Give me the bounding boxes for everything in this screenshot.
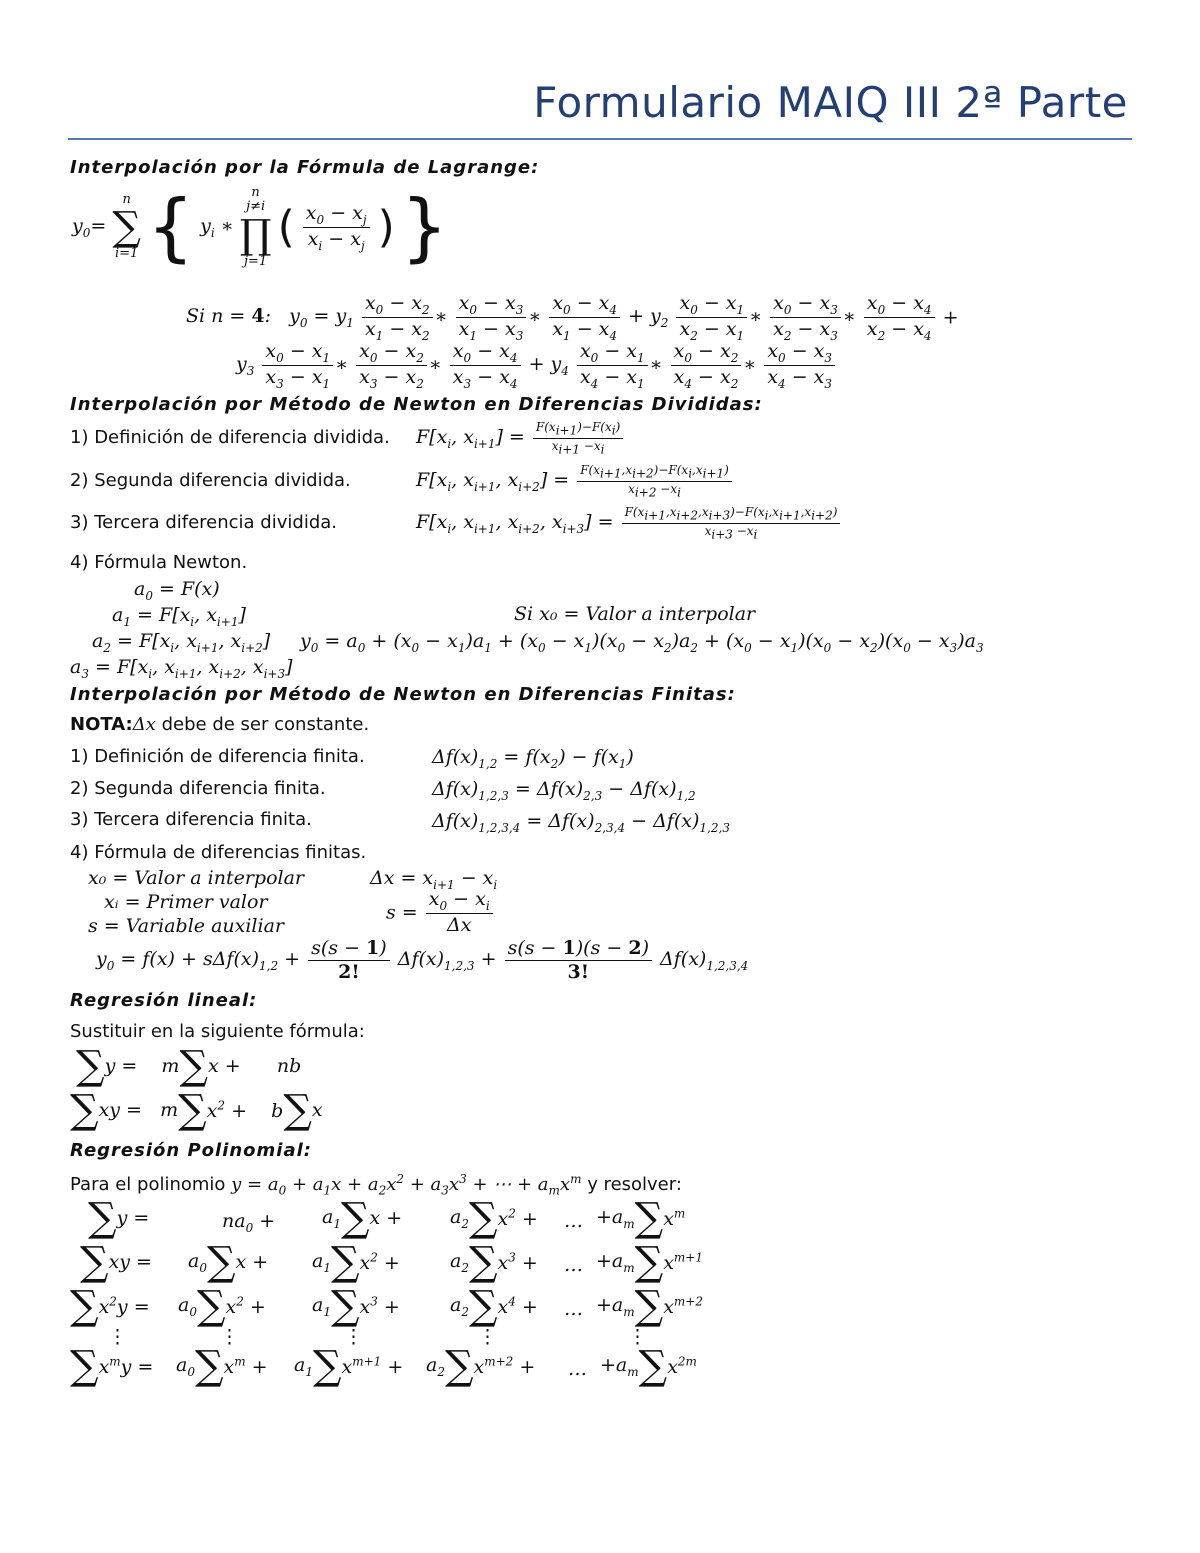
reg-pol-eq3-cm: $+a_m\sum x^{m+2}$ [596, 1283, 703, 1329]
reg-pol-eq3-c2: $a_2\sum x^4$ + [450, 1283, 538, 1329]
page-title: Formulario MAIQ III 2ª Parte [533, 78, 1128, 127]
reg-pol-eq2-dots: … [564, 1254, 583, 1276]
vdots-3: ⋮ [344, 1326, 363, 1348]
reg-pol-eq4-c0: $a_0\sum x^m$ + [176, 1343, 268, 1389]
reg-pol-eq3-dots: … [564, 1298, 583, 1320]
newton-a2: $a_2 = F[x_i$, $x_{i+1}$, $x_{i+2}$] [92, 630, 271, 655]
section-newton-divided: Interpolación por Método de Newton en Diferencias Divididas: [70, 394, 763, 415]
vdots-1: ⋮ [108, 1326, 127, 1348]
vdots-2: ⋮ [220, 1326, 239, 1348]
title-rule [68, 138, 1132, 140]
reg-lin-intro: Sustituir en la siguiente fórmula: [70, 1021, 365, 1042]
fin-y0-formula: $y_0 = f(x) + s\Delta f(x)_{1,2}$ + $\frac{s(s - 1)}{2!}$ $\Delta f(x)_{1,2,3}$ + $\frac{s(s - 1)(s - 2)}{3!}$ $\Delta f(x)_{1,2,3,4}$ [96, 937, 749, 983]
reg-pol-eq3-c0: $a_0\sum x^2$ + [178, 1283, 266, 1329]
reg-pol-eq1-cm: $+a_m\sum x^m$ [596, 1195, 686, 1241]
div-item-1: 1) Definición de diferencia dividida. [70, 427, 390, 448]
newton-a0: $a_0 = F(x)$ [134, 578, 220, 603]
lagrange-n4-line2: $y_3$ $\frac{x_0 - x_1}{x_3 - x_1}$ ∗ $\frac{x_0 - x_2}{x_3 - x_2}$ ∗ $\frac{x_0 - x_4}{x_3 - x_4}$ + $y_4$ $\frac{x_0 - x_1}{x_4 - x_1}$ ∗ $\frac{x_0 - x_2}{x_4 - x_2}$ ∗ $\frac{x_0 - x_3}{x_4 - x_3}$ [236, 340, 837, 391]
reg-pol-eq4-dots: … [568, 1358, 587, 1380]
div-item-4: 4) Fórmula Newton. [70, 552, 248, 573]
reg-pol-eq2-c1: $a_1\sum x^2$ + [312, 1239, 400, 1285]
newton-y0-formula: $y_0 = a_0 + (x_0 - x_1)a_1 + (x_0 - x_1)(x_0 - x_2)a_2 + (x_0 - x_1)(x_0 - x_2)(x_0 - x_3)a_3$ [300, 630, 984, 655]
div-item-2: 2) Segunda diferencia dividida. [70, 470, 351, 491]
fin-item-3: 3) Tercera diferencia finita. [70, 809, 312, 830]
reg-pol-eq4-c2: $a_2\sum x^{m+2}$ + [426, 1343, 536, 1389]
div-formula-2: $F[x_i$, $x_{i+1}$, $x_{i+2}$] = $\frac{F(x_{i+1},x_{i+2})-F(x_i,x_{i+1})}{x_{i+2} -x_i}$ [416, 463, 734, 500]
vdots-5: ⋮ [628, 1326, 647, 1348]
reg-pol-eq2-c2: $a_2\sum x^3$ + [450, 1239, 538, 1285]
fin-x0-def: x₀ = Valor a interpolar [88, 867, 305, 889]
fin-item-1: 1) Definición de diferencia finita. [70, 746, 365, 767]
div-formula-1: $F[x_i$, $x_{i+1}$] = $\frac{F(x_{i+1})-F(x_i)}{x_{i+1} -x_i}$ [416, 420, 625, 457]
section-lagrange: Interpolación por la Fórmula de Lagrange: [70, 157, 540, 178]
fin-formula-2: $\Delta f(x)_{1,2,3} = \Delta f(x)_{2,3} - \Delta f(x)_{1,2}$ [432, 778, 696, 803]
reg-pol-eq3-c1: $a_1\sum x^3$ + [312, 1283, 400, 1329]
reg-pol-eq2-c0: $a_0\sum x$ + [188, 1239, 269, 1285]
fin-item-2: 2) Segunda diferencia finita. [70, 778, 326, 799]
reg-pol-eq4-lhs: $\sum x^my$ = [70, 1343, 154, 1389]
fin-dx-def: $\Delta x = x_{i+1} - x_i$ [370, 867, 498, 892]
reg-pol-intro-a: Para el polinomio [70, 1174, 226, 1195]
lagrange-formula: $y_0=$ n ∑ i=1 { $y_i$ ∗ n j≠i ∏ j=1 ( $\frac{x_0 - x_j}{x_i - x_j}$ ) } [72, 184, 448, 271]
fin-s-def: s = Variable auxiliar [88, 915, 284, 937]
reg-pol-eq4-cm: $+a_m\sum x^{2m}$ [600, 1343, 697, 1389]
reg-pol-eq1-c0: $na_0$ + [222, 1210, 276, 1235]
fin-s-formula: s = $\frac{x_0 - x_i}{\Delta x}$ [386, 888, 495, 937]
fin-formula-3: $\Delta f(x)_{1,2,3,4} = \Delta f(x)_{2,3,4} - \Delta f(x)_{1,2,3}$ [432, 810, 730, 835]
reg-pol-eq1-c2: $a_2\sum x^2$ + [450, 1195, 538, 1241]
finite-note: NOTA:Δx debe de ser constante. [70, 714, 370, 735]
fin-item-4: 4) Fórmula de diferencias finitas. [70, 842, 367, 863]
section-polynomial-regression: Regresión Polinomial: [70, 1140, 312, 1161]
note-label: NOTA: [70, 714, 133, 735]
section-newton-finite: Interpolación por Método de Newton en Diferencias Finitas: [70, 684, 736, 705]
section-linear-regression: Regresión lineal: [70, 990, 258, 1011]
reg-pol-eq2-lhs: ∑xy = [80, 1239, 152, 1285]
reg-pol-intro: Para el polinomio $y = a_0 + a_1x + a_2x^2 + a_3x^3$ + ⋯ + $a_mx^m$ y resolver: [70, 1172, 682, 1198]
reg-pol-eq1-dots: … [564, 1210, 583, 1232]
reg-pol-eq4-c1: $a_1\sum x^{m+1}$ + [294, 1343, 404, 1389]
reg-pol-eq3-lhs: $\sum x^2y$ = [70, 1283, 150, 1329]
reg-pol-eq1-lhs: ∑y = [88, 1195, 150, 1241]
lagrange-n4-line1: Si n = 4: $y_0 = y_1$ $\frac{x_0 - x_2}{x_1 - x_2}$ ∗ $\frac{x_0 - x_3}{x_1 - x_3}$ ∗ $\frac{x_0 - x_4}{x_1 - x_4}$ + $y_2$ $\frac{x_0 - x_1}{x_2 - x_1}$ ∗ $\frac{x_0 - x_3}{x_2 - x_3}$ ∗ $\frac{x_0 - x_4}{x_2 - x_4}$ + [186, 292, 959, 343]
newton-a1: $a_1 = F[x_i$, $x_{i+1}$] [112, 604, 246, 629]
div-formula-3: $F[x_i$, $x_{i+1}$, $x_{i+2}$, $x_{i+3}$] = $\frac{F(x_{i+1},x_{i+2},x_{i+3})-F(x_i,x_{i+1},x_{i+2})}{x_{i+3} -x_i}$ [416, 505, 842, 542]
vdots-4: ⋮ [478, 1326, 497, 1348]
div-item-3: 3) Tercera diferencia dividida. [70, 512, 337, 533]
reg-lin-eq2: $\sum xy = m\sum x^2$ + b∑x [70, 1087, 323, 1133]
reg-pol-eq2-cm: $+a_m\sum x^{m+1}$ [596, 1239, 703, 1285]
note-text: debe de ser constante. [161, 714, 370, 735]
fin-xi-def: xᵢ = Primer valor [104, 891, 268, 913]
reg-pol-intro-b: y resolver: [587, 1174, 682, 1195]
reg-pol-eq1-c1: $a_1\sum x$ + [322, 1195, 403, 1241]
newton-si-x0: Si x₀ = Valor a interpolar [514, 603, 756, 625]
newton-a3: $a_3 = F[x_i$, $x_{i+1}$, $x_{i+2}$, $x_{i+3}$] [70, 656, 293, 681]
fin-formula-1: $\Delta f(x)_{1,2} = f(x_2) - f(x_1)$ [432, 746, 634, 771]
reg-lin-eq1: ∑y = m∑x + nb [76, 1043, 302, 1089]
